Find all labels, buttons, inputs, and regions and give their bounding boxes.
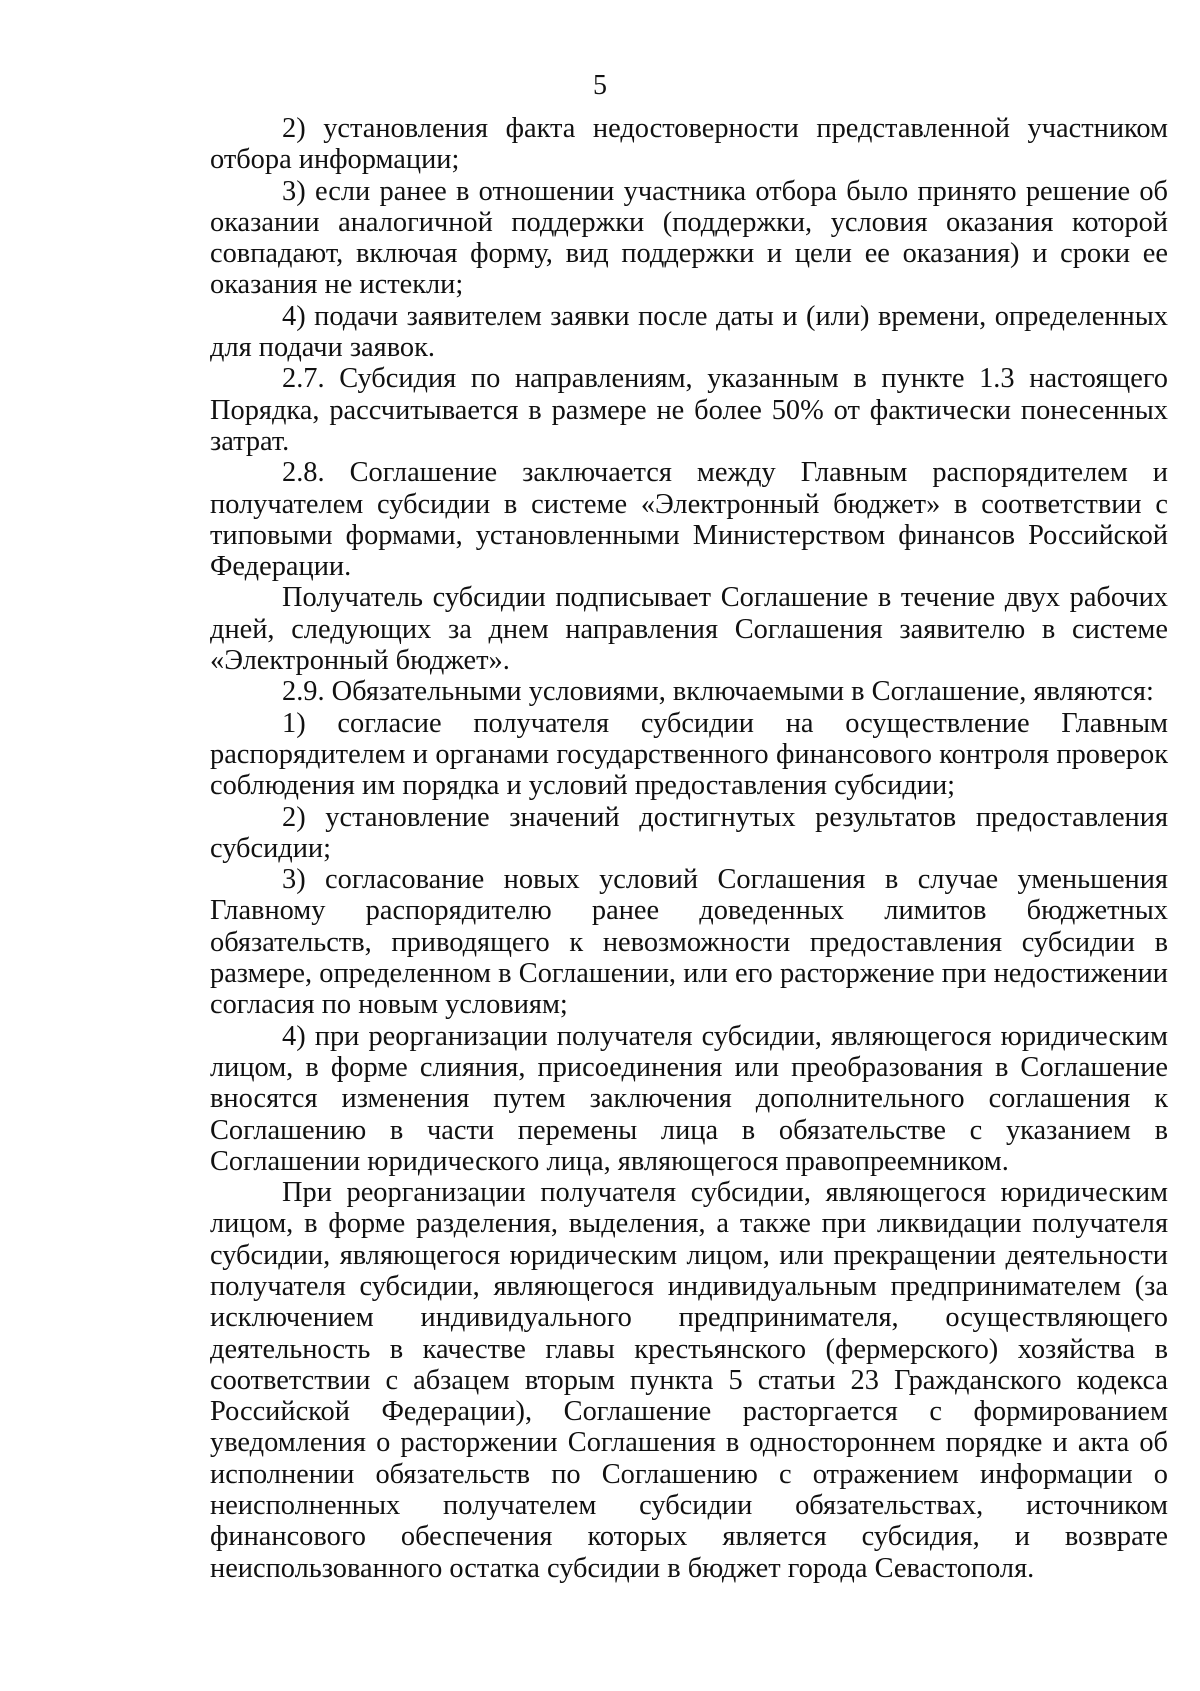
paragraph-clause-2-8: 2.8. Соглашение заключается между Главным распорядителем и получателем субсидии в системе «Электронный бюджет» в соответствии с типовыми формами, установленными Министерством финансов Российской Федерации. <box>210 457 1168 583</box>
paragraph-clause-2-7: 2.7. Субсидия по направлениям, указанным в пункте 1.3 настоящего Порядка, рассчитывается в размере не более 50% от фактически понесенных затрат. <box>210 363 1168 457</box>
paragraph-reorganization: При реорганизации получателя субсидии, являющегося юридическим лицом, в форме разделения, выделения, а также при ликвидации получателя субсидии, являющегося юридическим лицом, или прекращении деятельности получателя субсидии, являющегося индивидуальным предпринимателем (за исключением индивидуального предпринимателя, осуществляющего деятельность в качестве главы крестьянского (фермерского) хозяйства в соответствии с абзацем вторым пункта 5 статьи 23 Гражданского кодекса Российской Федерации), Соглашение расторгается с формированием уведомления о расторжении Соглашения в одностороннем порядке и акта об исполнении обязательств по Соглашению с отражением информации о неисполненных получателем субсидии обязательствах, источником финансового обеспечения которых является субсидия, и возврате неиспользованного остатка субсидии в бюджет города Севастополя. <box>210 1177 1168 1584</box>
paragraph-condition-3: 3) согласование новых условий Соглашения в случае уменьшения Главному распорядителю ранее доведенных лимитов бюджетных обязательств, приводящего к невозможности предоставления субсидии в размере, определенном в Соглашении, или его расторжение при недостижении согласия по новым условиям; <box>210 864 1168 1021</box>
paragraph-condition-1: 1) согласие получателя субсидии на осуществление Главным распорядителем и органами государственного финансового контроля проверок соблюдения им порядка и условий предоставления субсидии; <box>210 707 1168 802</box>
paragraph-item-4: 4) подачи заявителем заявки после даты и (или) времени, определенных для подачи заявок. <box>210 300 1168 364</box>
document-body <box>210 113 1168 1584</box>
paragraph-condition-2: 2) установление значений достигнутых результатов предоставления субсидии; <box>210 801 1168 864</box>
page-number: 5 <box>593 70 607 101</box>
paragraph-signing-terms: Получатель субсидии подписывает Соглашение в течение двух рабочих дней, следующих за днем направления Соглашения заявителю в системе «Электронный бюджет». <box>210 582 1168 677</box>
paragraph-condition-4: 4) при реорганизации получателя субсидии, являющегося юридическим лицом, в форме слияния, присоединения или преобразования в Соглашение вносятся изменения путем заключения дополнительного соглашения к Соглашению в части перемены лица в обязательстве с указанием в Соглашении юридического лица, являющегося правопреемником. <box>210 1020 1168 1177</box>
paragraph-item-3: 3) если ранее в отношении участника отбора было принято решение об оказании аналогичной поддержки (поддержки, условия оказания которой совпадают, включая форму, вид поддержки и цели ее оказания) и сроки ее оказания не истекли; <box>210 175 1168 301</box>
paragraph-item-2: 2) установления факта недостоверности представленной участником отбора информации; <box>210 113 1168 176</box>
paragraph-clause-2-9: 2.9. Обязательными условиями, включаемыми в Соглашение, являются: <box>282 676 1154 708</box>
